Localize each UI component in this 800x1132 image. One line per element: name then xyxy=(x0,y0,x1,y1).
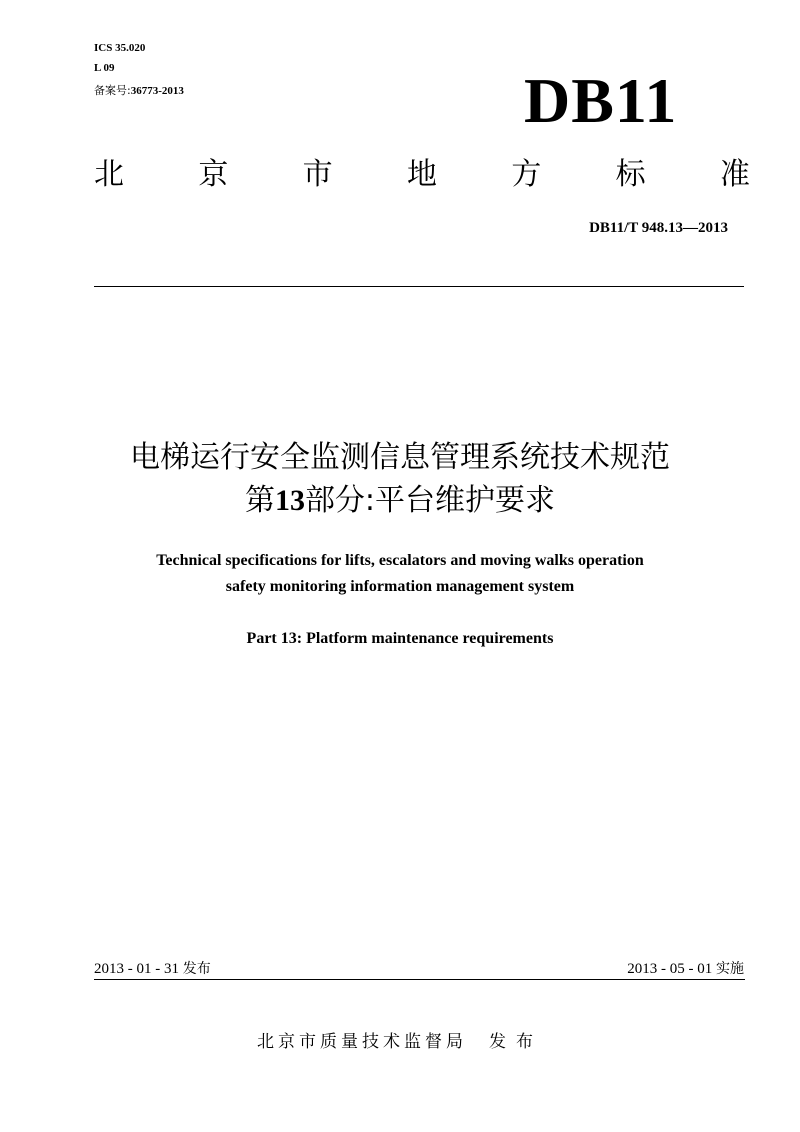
header-divider xyxy=(94,286,744,287)
standard-number: DB11/T 948.13—2013 xyxy=(589,220,728,236)
standard-type-char: 标 xyxy=(615,157,646,192)
standard-type-char: 京 xyxy=(198,157,229,192)
title-en-line2: safety monitoring information management system xyxy=(225,578,575,595)
record-label: 备案号: xyxy=(94,84,131,97)
implementation-date-value: 2013 - 05 - 01 xyxy=(627,961,713,977)
title-cn-line1: 电梯运行安全监测信息管理系统技术规范 xyxy=(130,440,670,475)
title-cn-part-prefix: 第 xyxy=(244,483,275,518)
title-en-part: Part 13: Platform maintenance requirements xyxy=(246,630,554,647)
title-cn-part-suffix: 部分:平台维护要求 xyxy=(304,483,556,518)
standard-type-char: 北 xyxy=(94,157,124,192)
implementation-date-label: 实施 xyxy=(716,961,744,977)
implementation-date xyxy=(627,958,744,980)
standard-type-char: 准 xyxy=(719,157,750,192)
issue-date-label: 发布 xyxy=(182,961,211,977)
standard-type-title xyxy=(94,156,750,194)
record-number-line xyxy=(94,84,184,98)
standard-type-char: 市 xyxy=(302,157,333,192)
title-cn-part-number: 13 xyxy=(274,484,305,517)
issuer-action: 发布 xyxy=(489,1032,543,1052)
issue-date xyxy=(94,958,211,980)
title-cn-line2 xyxy=(0,481,800,521)
classification-code: L 09 xyxy=(94,62,115,74)
footer-divider xyxy=(94,979,745,980)
standard-type-char: 地 xyxy=(406,157,437,192)
ics-code: ICS 35.020 xyxy=(94,42,146,54)
issuer-line xyxy=(0,1030,800,1054)
standard-type-char: 方 xyxy=(511,157,542,192)
standard-code-logo: DB11 xyxy=(524,65,678,136)
title-en-line1: Technical specifications for lifts, escalators and moving walks operation xyxy=(156,552,644,569)
issue-date-value: 2013 - 01 - 31 xyxy=(94,961,179,977)
issuer-name: 北京市质量技术监督局 xyxy=(257,1032,467,1052)
record-number: 36773-2013 xyxy=(130,85,184,97)
